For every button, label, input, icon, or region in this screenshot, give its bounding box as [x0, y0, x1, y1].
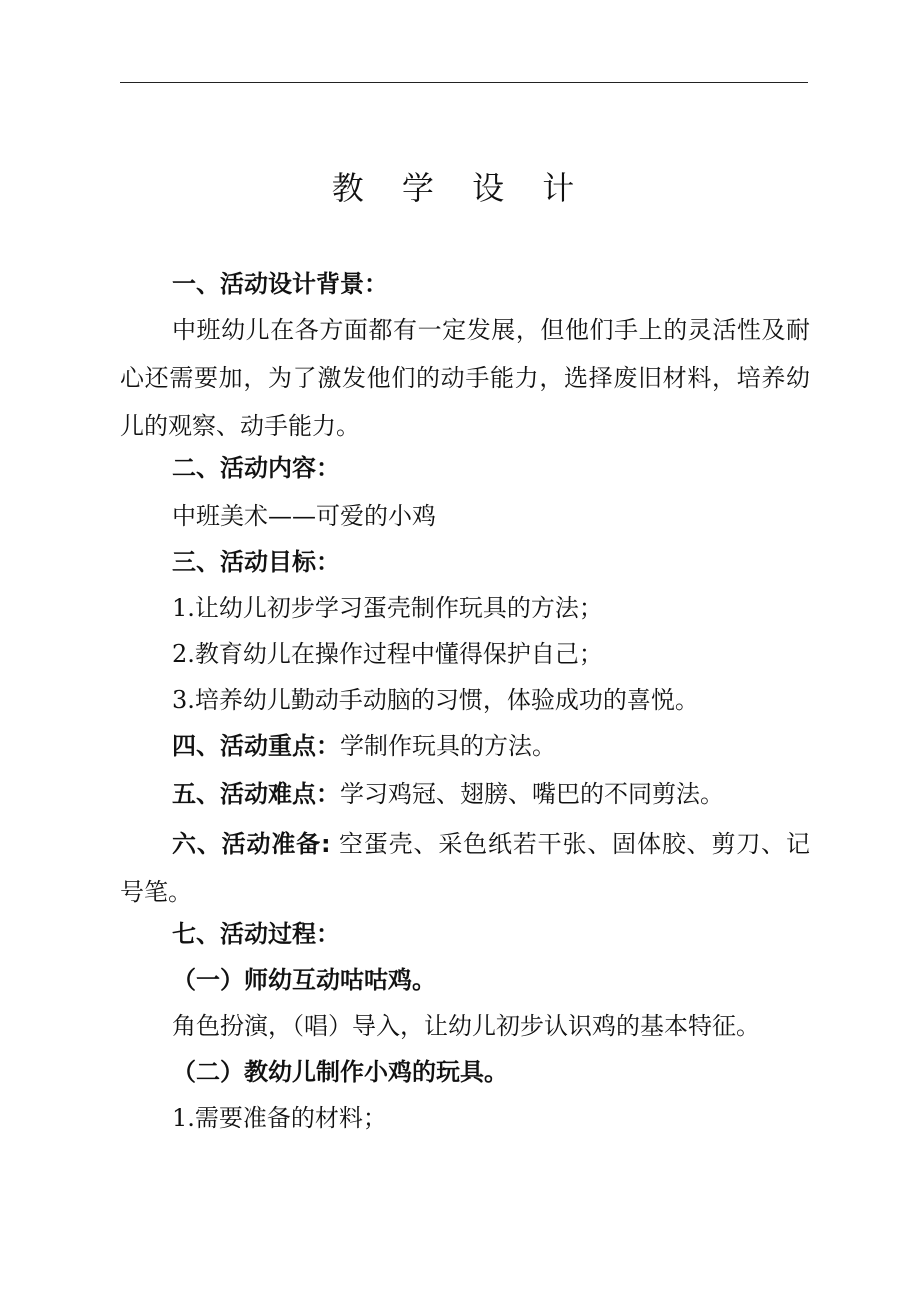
background-paragraph: 中班幼儿在各方面都有一定发展，但他们手上的灵活性及耐心还需要加，为了激发他们的动手能力，选择废旧材料，培养幼儿的观察、动手能力。 — [120, 316, 810, 440]
difficulty-line — [172, 778, 724, 810]
page-title: 教 学 设 计 — [331, 169, 589, 207]
difficulty-heading: 五、活动难点： — [172, 780, 340, 808]
focus-line — [172, 730, 556, 762]
content-text: 中班美术——可爱的小鸡 — [172, 502, 436, 530]
step2-heading: （二）教幼儿制作小鸡的玩具。 — [172, 1058, 508, 1086]
prep-text: 空蛋壳、采色纸若干张、固体胶、剪刀、记号笔。 — [120, 830, 810, 906]
background-heading: 一、活动设计背景： — [172, 270, 388, 298]
process-heading: 七、活动过程： — [172, 920, 340, 948]
step1-text: 角色扮演，（唱）导入，让幼儿初步认识鸡的基本特征。 — [172, 1012, 760, 1040]
goal-item-3: 3.培养幼儿勤动手动脑的习惯，体验成功的喜悦。 — [172, 686, 699, 714]
step2-item-1: 1.需要准备的材料； — [172, 1104, 387, 1132]
prep-paragraph — [120, 820, 810, 916]
step1-heading: （一）师幼互动咕咕鸡。 — [172, 966, 436, 994]
focus-heading: 四、活动重点： — [172, 732, 340, 760]
difficulty-text: 学习鸡冠、翅膀、嘴巴的不同剪法。 — [340, 780, 724, 808]
goal-item-2: 2.教育幼儿在操作过程中懂得保护自己； — [172, 640, 603, 668]
focus-text: 学制作玩具的方法。 — [340, 732, 556, 760]
content-heading: 二、活动内容： — [172, 454, 340, 482]
goals-heading: 三、活动目标： — [172, 548, 340, 576]
prep-heading: 六、活动准备: — [172, 830, 331, 858]
goal-item-1: 1.让幼儿初步学习蛋壳制作玩具的方法； — [172, 594, 603, 622]
header-rule — [120, 82, 808, 83]
